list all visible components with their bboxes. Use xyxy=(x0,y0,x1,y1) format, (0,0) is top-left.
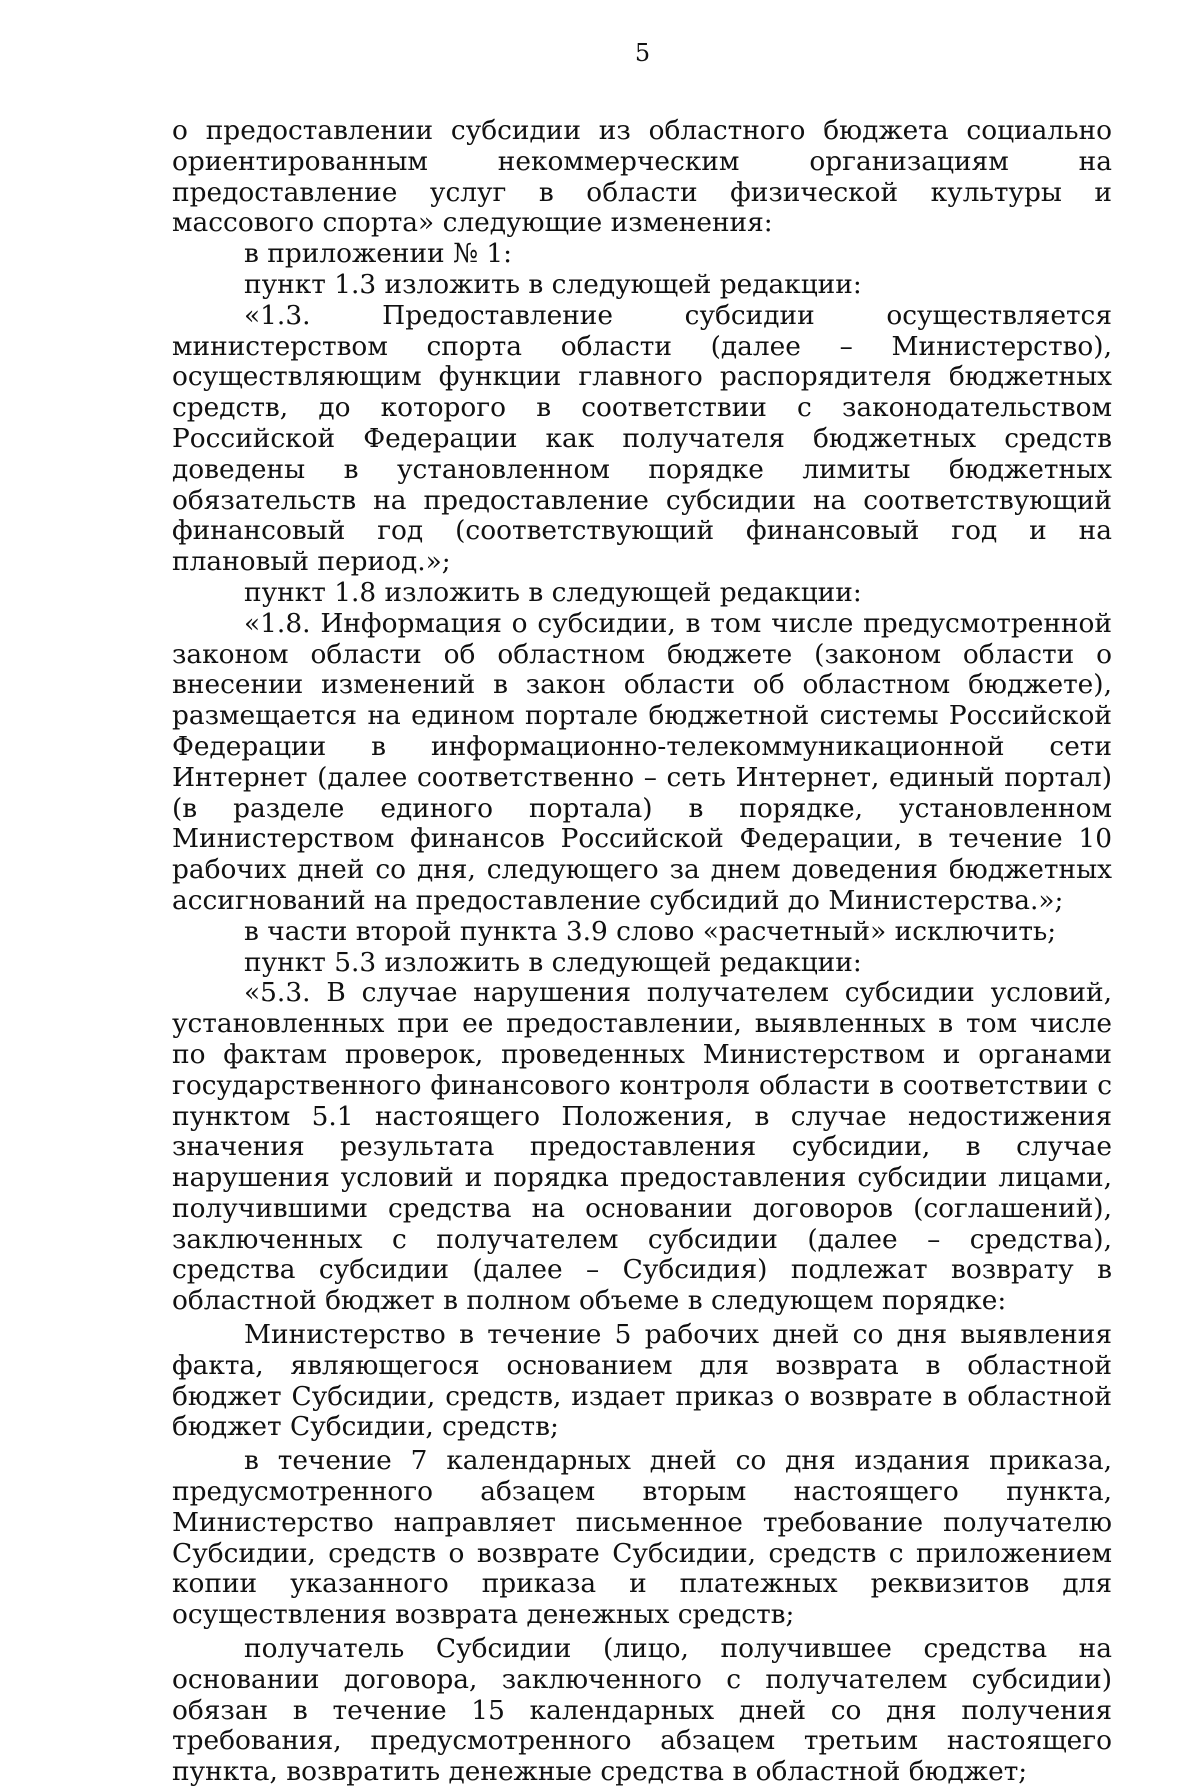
paragraph: «1.3. Предоставление субсидии осуществляется министерством спорта области (далее – Министерство), осуществляющим функции главного распорядителя бюджетных средств, до которого в соответствии с законодательством Российской Федерации как получателя бюджетных средств доведены в установленном порядке лимиты бюджетных обязательств на предоставление субсидии на соответствующий финансовый год (соответствующий финансовый год и на плановый период.»; xyxy=(172,299,1112,578)
paragraph: в приложении № 1: xyxy=(244,238,513,270)
paragraph: пункт 1.8 изложить в следующей редакции: xyxy=(244,576,862,608)
paragraph: о предоставлении субсидии из областного бюджета социально ориентированным некоммерческим организациям на предоставление услуг в области физической культуры и массового спорта» следующие изменения: xyxy=(172,115,1112,239)
document-body xyxy=(172,116,1112,1788)
paragraph: в течение 7 календарных дней со дня издания приказа, предусмотренного абзацем вторым настоящего пункта, Министерство направляет письменное требование получателю Субсидии, средств о возврате Субсидии, средств с приложением копии указанного приказа и платежных реквизитов для осуществления возврата денежных средств; xyxy=(172,1445,1112,1631)
paragraph: пункт 1.3 изложить в следующей редакции: xyxy=(244,268,862,300)
paragraph: в части второй пункта 3.9 слово «расчетный» исключить; xyxy=(244,915,1057,947)
page-number: 5 xyxy=(634,39,651,67)
paragraph: «5.3. В случае нарушения получателем субсидии условий, установленных при ее предоставлении, выявленных в том числе по фактам проверок, проведенных Министерством и органами государственного финансового контроля области в соответствии с пунктом 5.1 настоящего Положения, в случае недостижения значения результата предоставления субсидии, в случае нарушения условий и порядка предоставления субсидии лицами, получившими средства на основании договоров (соглашений), заключенных с получателем субсидии (далее – средства), средства субсидии (далее – Субсидия) подлежат возврату в областной бюджет в полном объеме в следующем порядке: xyxy=(172,977,1112,1317)
paragraph: получатель Субсидии (лицо, получившее средства на основании договора, заключенного с получателем субсидии) обязан в течение 15 календарных дней со дня получения требования, предусмотренного абзацем третьим настоящего пункта, возвратить денежные средства в областной бюджет; xyxy=(172,1633,1112,1788)
paragraph: «1.8. Информация о субсидии, в том числе предусмотренной законом области об областном бюджете (законом области о внесении изменений в закон области об областном бюджете), размещается на едином портале бюджетной системы Российской Федерации в информационно-телекоммуникационной сети Интернет (далее соответственно – сеть Интернет, единый портал) (в разделе единого портала) в порядке, установленном Министерством финансов Российской Федерации, в течение 10 рабочих дней со дня, следующего за днем доведения бюджетных ассигнований на предоставление субсидий до Министерства.»; xyxy=(172,607,1112,916)
paragraph: пункт 5.3 изложить в следующей редакции: xyxy=(244,946,862,978)
paragraph: Министерство в течение 5 рабочих дней со дня выявления факта, являющегося основанием для возврата в областной бюджет Субсидии, средств, издает приказ о возврате в областной бюджет Субсидии, средств; xyxy=(172,1319,1112,1443)
